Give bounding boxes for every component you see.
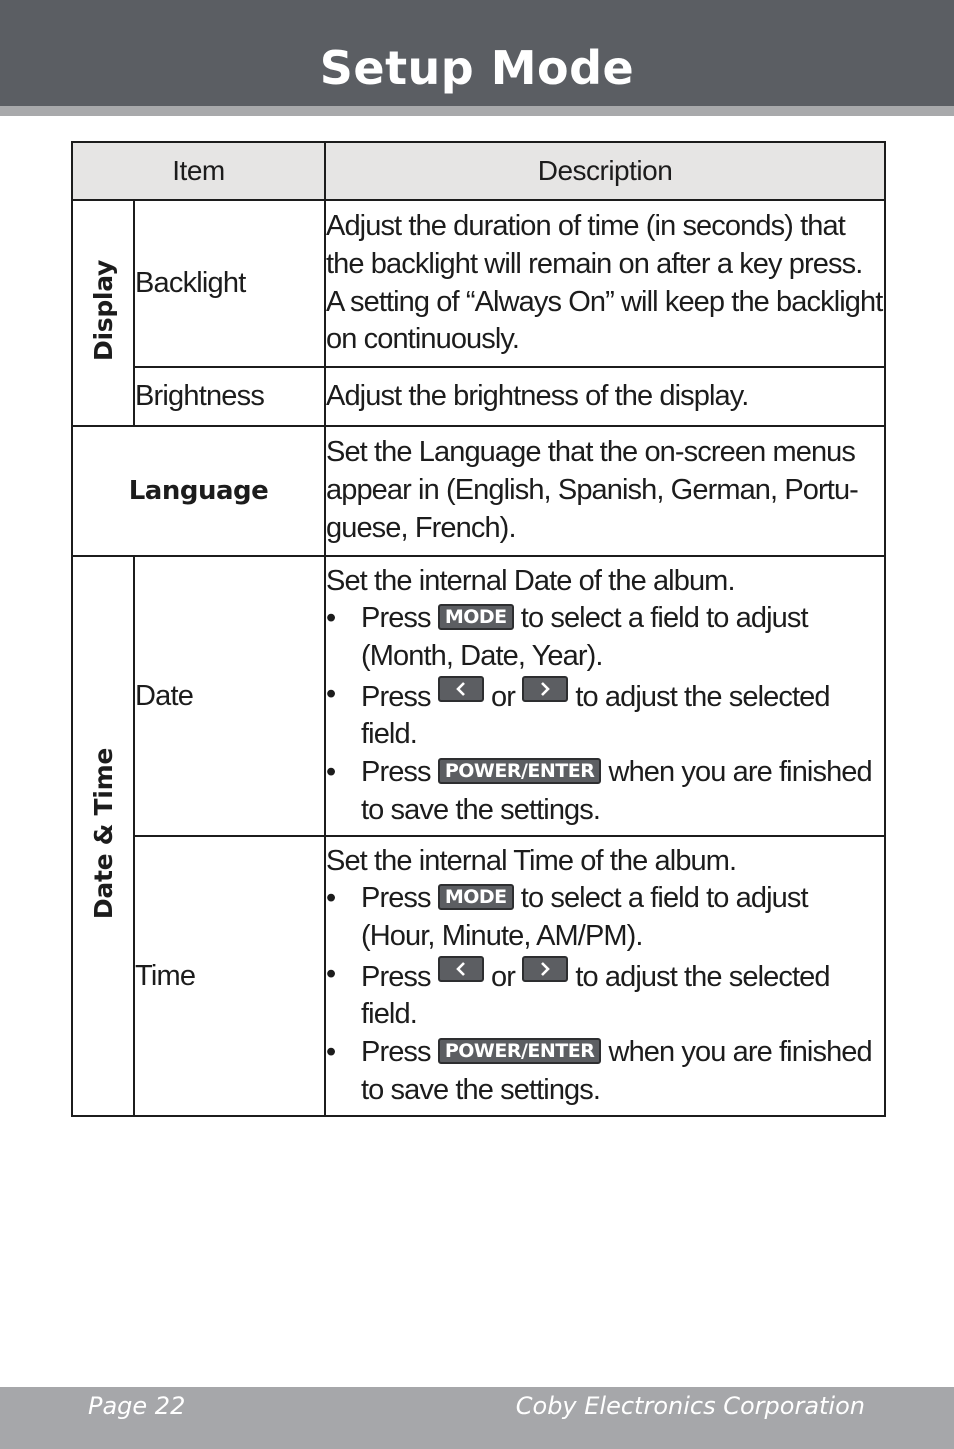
list-item bbox=[326, 600, 884, 675]
step-text: when you are finished to save the settings. bbox=[361, 756, 872, 826]
steps-list bbox=[326, 600, 884, 829]
item-language: Language bbox=[72, 426, 325, 556]
bullet: • bbox=[326, 677, 336, 710]
step-text: Press bbox=[361, 960, 431, 993]
list-item bbox=[326, 676, 884, 754]
group-date-time bbox=[72, 556, 134, 1116]
page-header bbox=[0, 0, 954, 106]
table-header-row bbox=[72, 142, 885, 200]
column-header-description: Description bbox=[325, 142, 885, 200]
step-text: Press bbox=[361, 756, 431, 789]
step-text: to select a field to adjust (Month, Date, Year). bbox=[361, 602, 808, 672]
step-text: Press bbox=[361, 882, 431, 915]
table-row bbox=[72, 556, 885, 836]
setup-table bbox=[71, 141, 886, 1117]
bullet: • bbox=[326, 756, 336, 789]
description-time bbox=[325, 836, 885, 1116]
page-number: Page 22 bbox=[88, 1392, 186, 1420]
description-text: Adjust the brightness of the display. bbox=[326, 379, 749, 412]
mode-key: MODE bbox=[438, 884, 514, 910]
list-item bbox=[326, 754, 884, 829]
description-date bbox=[325, 556, 885, 836]
list-item bbox=[326, 1034, 884, 1109]
right-arrow-icon bbox=[522, 676, 568, 702]
description-backlight bbox=[325, 200, 885, 367]
step-text: Press bbox=[361, 1036, 431, 1069]
header-divider bbox=[0, 106, 954, 116]
description-intro: Set the internal Time of the album. bbox=[326, 844, 737, 877]
list-item bbox=[326, 956, 884, 1034]
step-text: or bbox=[490, 680, 515, 713]
column-header-item: Item bbox=[72, 142, 325, 200]
left-arrow-icon bbox=[438, 956, 484, 982]
mode-key: MODE bbox=[438, 604, 514, 630]
description-text: Adjust the duration of time (in seconds) that the backlight will remain on after a key press. A setting of “Always On” will keep the backlight on continuously. bbox=[326, 210, 883, 356]
item-date: Date bbox=[134, 556, 325, 836]
step-text: when you are finished to save the settings. bbox=[361, 1036, 872, 1106]
description-language bbox=[325, 426, 885, 556]
table-row bbox=[72, 426, 885, 556]
item-backlight: Backlight bbox=[134, 200, 325, 367]
page-footer bbox=[0, 1387, 954, 1449]
list-item bbox=[326, 880, 884, 955]
item-time: Time bbox=[134, 836, 325, 1116]
left-arrow-icon bbox=[438, 676, 484, 702]
item-brightness: Brightness bbox=[134, 367, 325, 426]
description-text: Set the Language that the on-screen menus appear in (English, Spanish, German, Portu-guese, French). bbox=[326, 436, 858, 544]
power-enter-key: POWER/ENTER bbox=[438, 1038, 602, 1064]
page-title: Setup Mode bbox=[319, 41, 635, 95]
step-text: to adjust the selected field. bbox=[361, 680, 830, 751]
group-label-display: Display bbox=[88, 260, 118, 361]
step-text: to adjust the selected field. bbox=[361, 960, 830, 1031]
step-text: to select a field to adjust (Hour, Minute, AM/PM). bbox=[361, 882, 808, 952]
right-arrow-icon bbox=[522, 956, 568, 982]
bullet: • bbox=[326, 1036, 336, 1069]
step-text: or bbox=[490, 960, 515, 993]
bullet: • bbox=[326, 957, 336, 990]
group-display bbox=[72, 200, 134, 426]
step-text: Press bbox=[361, 602, 431, 635]
power-enter-key: POWER/ENTER bbox=[438, 758, 602, 784]
table-row bbox=[72, 836, 885, 1116]
step-text: Press bbox=[361, 680, 431, 713]
bullet: • bbox=[326, 882, 336, 915]
company-name: Coby Electronics Corporation bbox=[515, 1392, 865, 1420]
description-brightness bbox=[325, 367, 885, 426]
table-row bbox=[72, 200, 885, 367]
description-intro: Set the internal Date of the album. bbox=[326, 564, 735, 597]
group-label-date-time: Date & Time bbox=[88, 747, 118, 920]
bullet: • bbox=[326, 602, 336, 635]
steps-list bbox=[326, 880, 884, 1109]
table-row bbox=[72, 367, 885, 426]
